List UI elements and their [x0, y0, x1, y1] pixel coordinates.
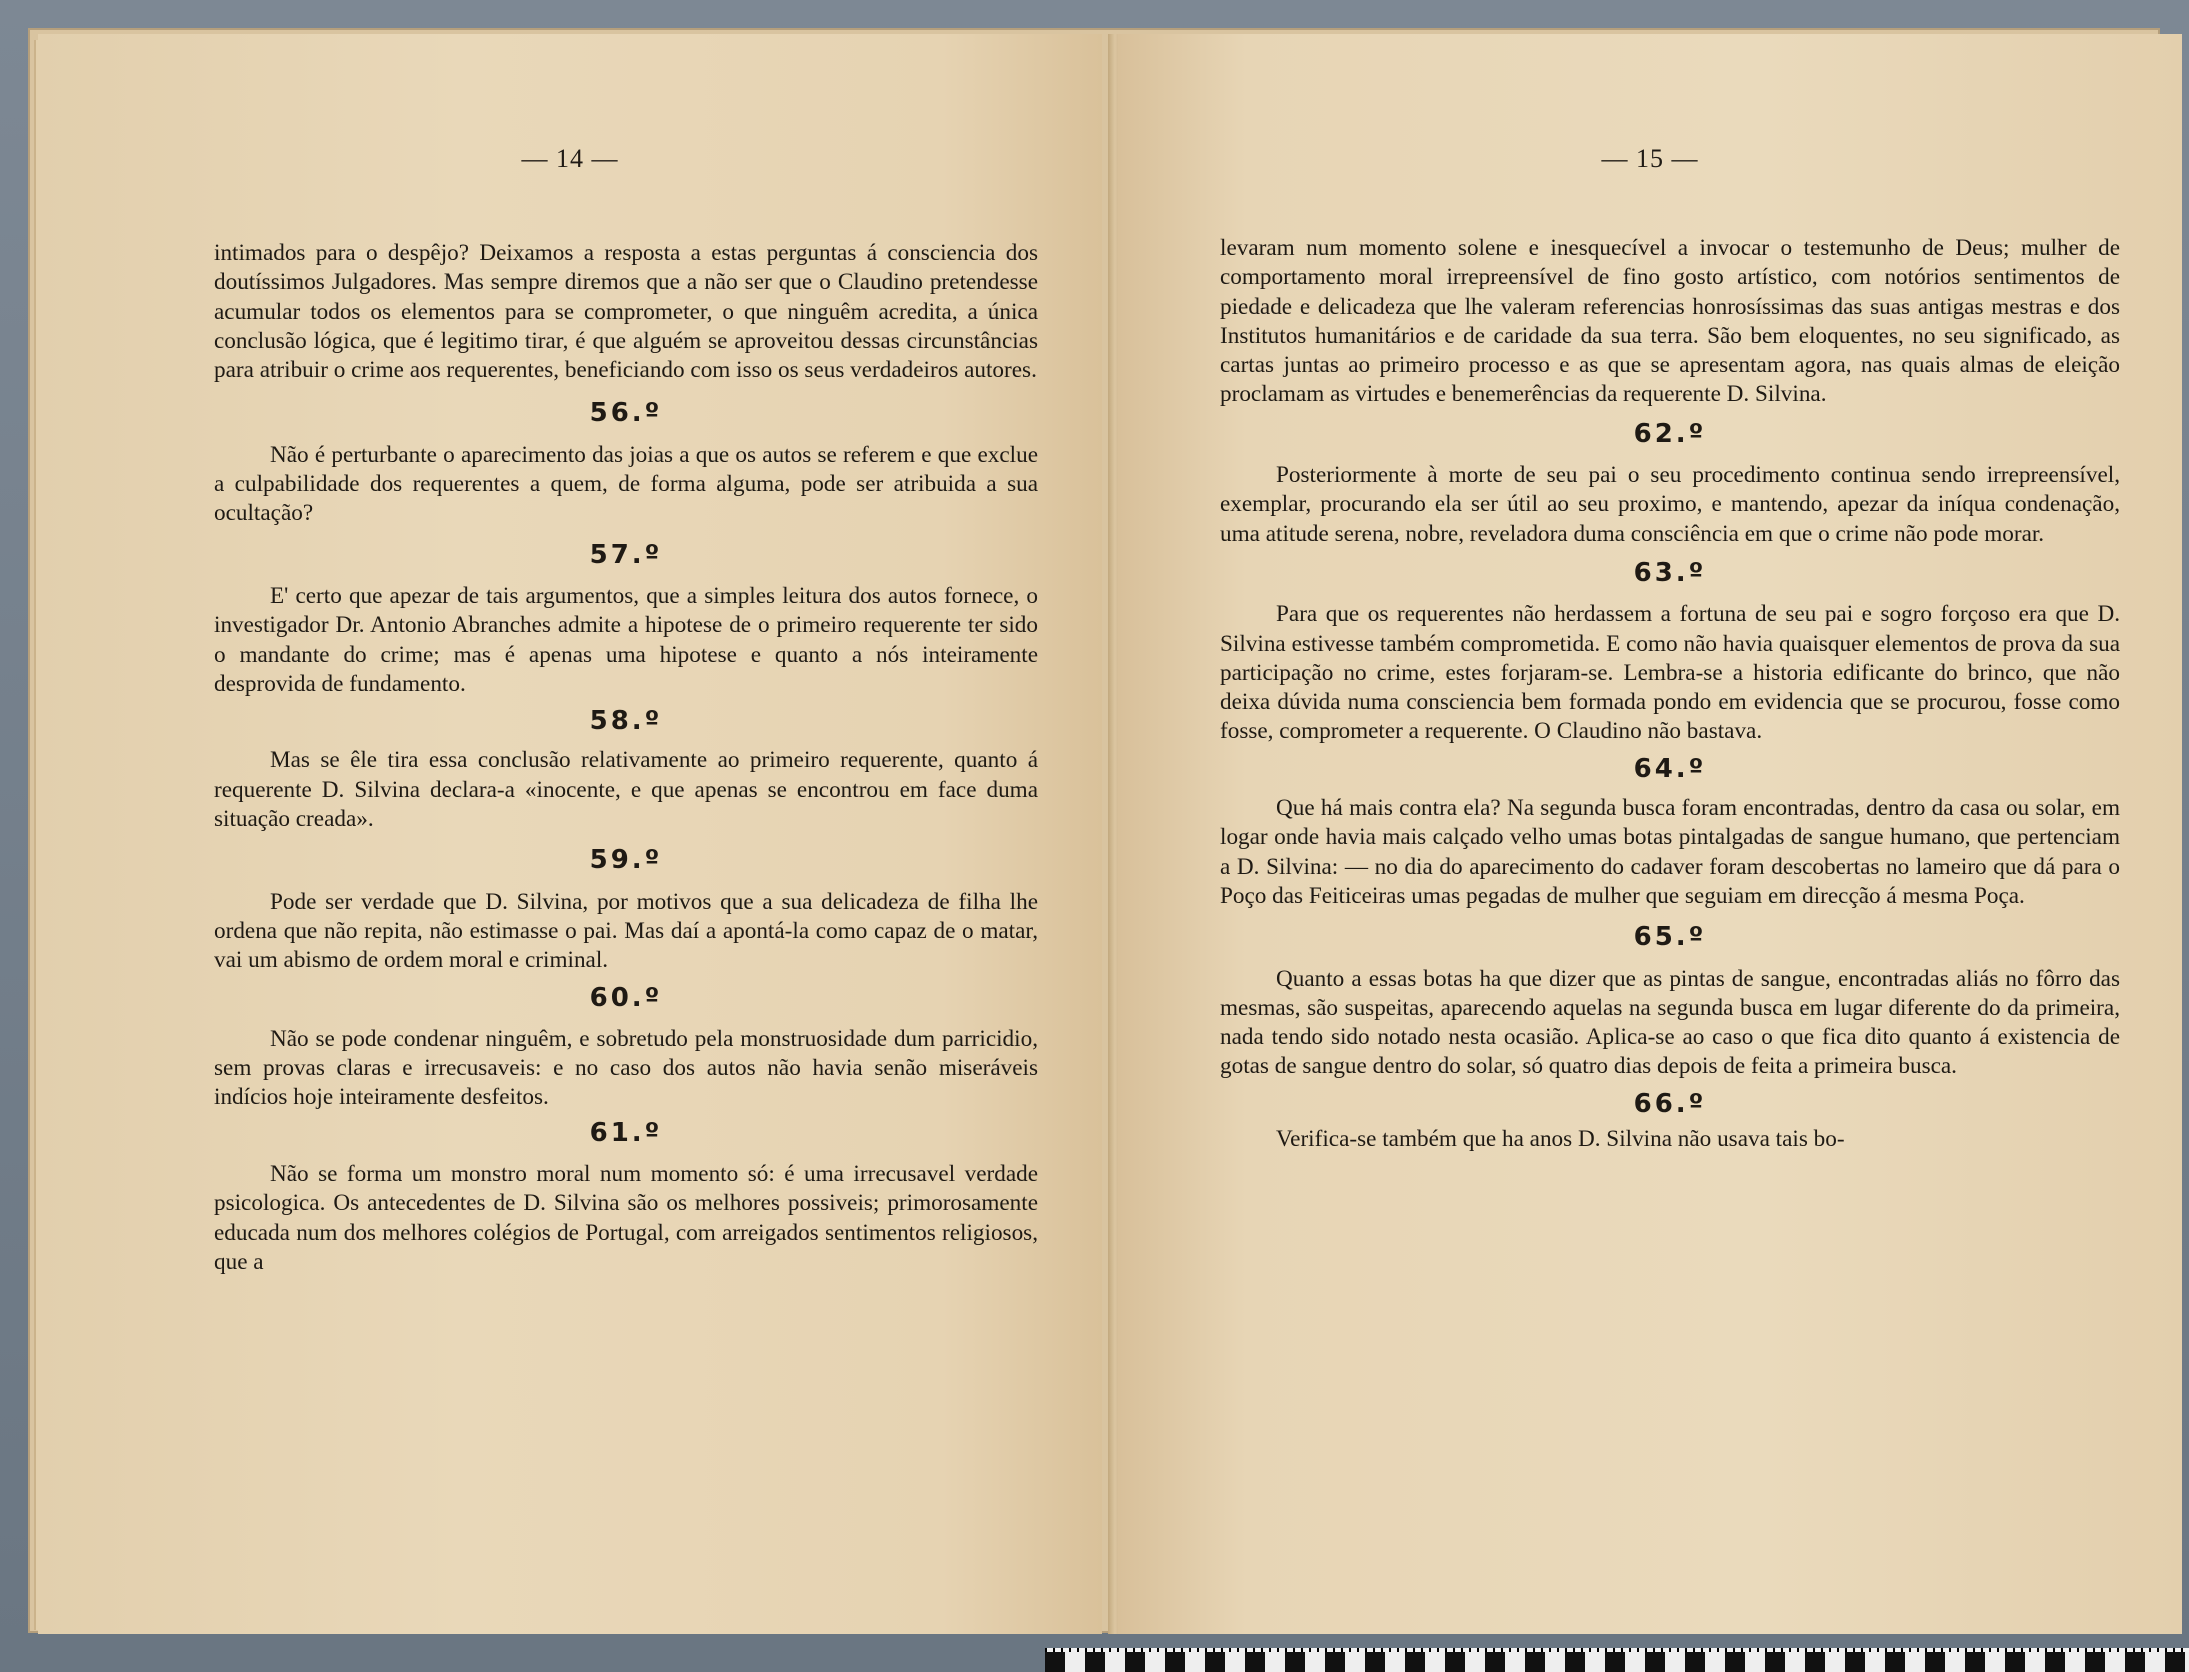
section-number: 65.º — [1633, 922, 1707, 953]
paragraph: intimados para o despêjo? Deixamos a resposta a estas perguntas á consciencia dos doutíssimos Julgadores. Mas sempre diremos que a não ser que o Claudino pretendesse acumular todos os elementos para se comprometer, o que ninguêm acredita, a única conclusão lógica, que é legitimo tirar, é que alguém se aproveitou dessas circunstâncias para atribuir o crime aos requerentes, beneficiando com isso os seus verdadeiros autores. — [214, 240, 1038, 384]
paragraph: Para que os requerentes não herdassem a fortuna de seu pai e sogro forçoso era que D. Silvina estivesse também comprometida. E como não havia quaisquer elementos de prova da sua participação no crime, estes forjaram-se. Lembra-se a historia edificante do brinco, que não deixa dúvida numa consciencia bem formada pondo em evidencia que se procurou, fosse como fosse, comprometer a requerente. O Claudino não bastava. — [1220, 601, 2120, 745]
scale-ruler — [1045, 1652, 2189, 1672]
paragraph: Posteriormente à morte de seu pai o seu procedimento continua sendo irrepreensível, exemplar, procurando ela ser útil ao seu proximo, e mantendo, apezar da iníqua condenação, uma atitude serena, nobre, reveladora duma consciência em que o crime não pode morar. — [1220, 462, 2120, 547]
section-number: 57.º — [589, 539, 663, 570]
page-number-header: — 15 — — [1601, 144, 1699, 173]
left-page — [38, 34, 1102, 1634]
paragraph: Que há mais contra ela? Na segunda busca foram encontradas, dentro da casa ou solar, em logar onde havia mais calçado velho umas botas pintalgadas de sangue humano, que pertenciam a D. Silvina: — no dia do aparecimento do cadaver foram descobertas no lameiro que dá para o Poço das Feiticeiras umas pegadas de mulher que seguiam em direcção á mesma Poça. — [1220, 795, 2120, 909]
right-page — [1118, 34, 2182, 1634]
paragraph: Verifica-se também que ha anos D. Silvina não usava tais bo- — [1276, 1126, 1845, 1153]
section-number: 58.º — [589, 706, 663, 737]
paragraph: Mas se êle tira essa conclusão relativamente ao primeiro requerente, quanto á requerente D. Silvina declara-a «inocente, e que apenas se encontrou em face duma situação creada». — [214, 747, 1038, 833]
left-page-text — [214, 239, 1038, 1277]
paragraph: Não se forma um monstro moral num momento só: é uma irrecusavel verdade psicologica. Os antecedentes de D. Silvina são os melhores possiveis; primorosamente educada num dos melhores colégios de Portugal, com arreigados sentimentos religiosos, que a — [214, 1161, 1038, 1275]
section-number: 64.º — [1633, 753, 1707, 784]
page-number-header: — 14 — — [521, 144, 619, 173]
section-number: 62.º — [1633, 418, 1707, 449]
section-number: 60.º — [589, 982, 663, 1013]
paragraph: Não se pode condenar ninguêm, e sobretudo pela monstruosidade dum parricidio, sem provas claras e irrecusaveis: e no caso dos autos não havia senão miseráveis indícios hoje inteiramente desfeitos. — [214, 1025, 1038, 1111]
section-number: 56.º — [589, 398, 663, 429]
paragraph: Não é perturbante o aparecimento das joias a que os autos se referem e que exclue a culpabilidade dos requerentes a quem, de forma alguma, pode ser atribuida a sua ocultação? — [214, 441, 1038, 527]
section-number: 61.º — [589, 1117, 663, 1148]
paragraph: Quanto a essas botas ha que dizer que as pintas de sangue, encontradas aliás no fôrro das mesmas, são suspeitas, aparecendo aquelas na segunda busca em lugar diferente do da primeira, nada tendo sido notado nesta ocasião. Aplica-se ao caso o que fica dito quanto á existencia de gotas de sangue dentro do solar, só quatro dias depois de feita a primeira busca. — [1220, 965, 2120, 1080]
section-number: 66.º — [1633, 1088, 1707, 1119]
paragraph: E' certo que apezar de tais argumentos, que a simples leitura dos autos fornece, o investigador Dr. Antonio Abranches admite a hipotese de o primeiro requerente ter sido o mandante do crime; mas é apenas uma hipotese e quanto a nós inteiramente desprovida de fundamento. — [214, 582, 1038, 697]
right-page-text — [1220, 234, 2120, 1154]
paragraph: levaram num momento solene e inesquecível a invocar o testemunho de Deus; mulher de comportamento moral irrepreensível de fino gosto artístico, com notórios sentimentos de piedade e delicadeza que lhe valeram referencias honrosíssimas das suas antigas mestras e dos Institutos humanitários e de caridade da sua terra. São bem eloquentes, no seu significado, as cartas juntas ao primeiro processo e as que se apresentam agora, nas quais almas de eleição proclamam as virtudes e benemerências da requerente D. Silvina. — [1220, 235, 2120, 408]
section-number: 63.º — [1633, 557, 1707, 588]
paragraph: Pode ser verdade que D. Silvina, por motivos que a sua delicadeza de filha lhe ordena que não repita, não estimasse o pai. Mas daí a apontá-la como capaz de o matar, vai um abismo de ordem moral e criminal. — [214, 888, 1038, 974]
section-number: 59.º — [589, 845, 663, 876]
